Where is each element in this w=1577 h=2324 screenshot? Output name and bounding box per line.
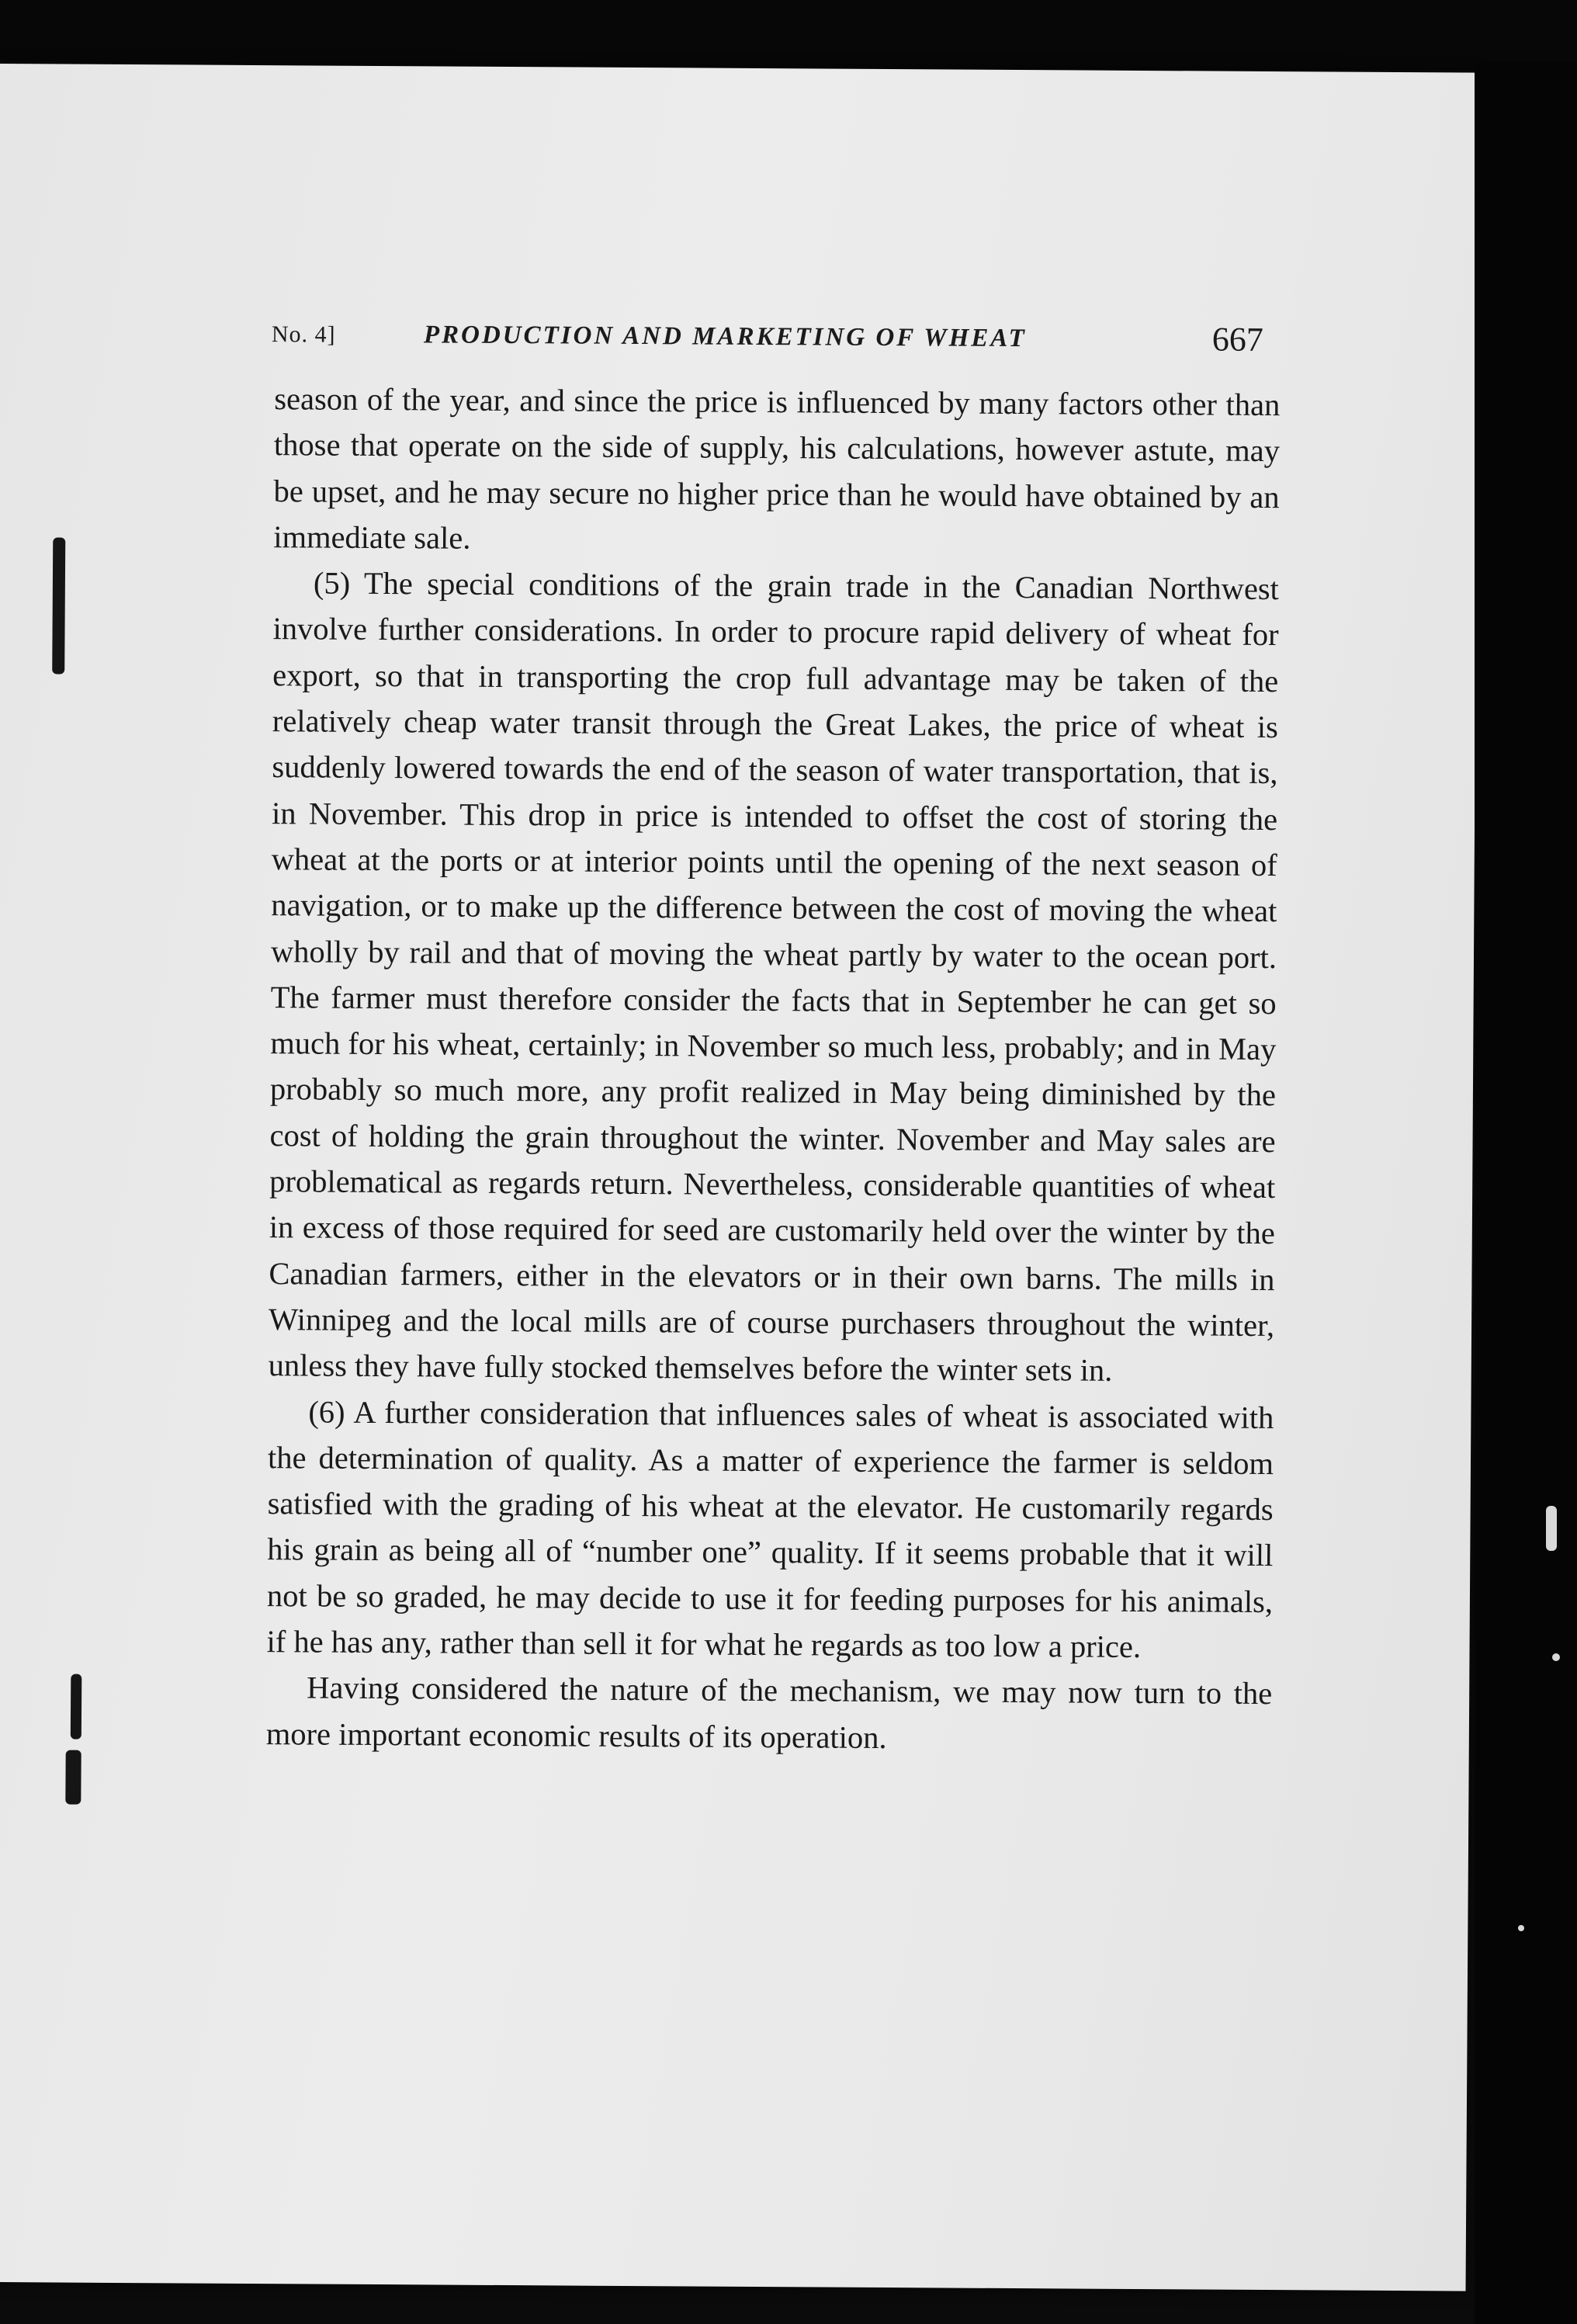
scan-top-border [0, 0, 1577, 70]
binding-mark-lower-2 [65, 1750, 81, 1805]
paragraph-conclusion: Having considered the nature of the mechanism, we may now turn to the more important economic results of its operation. [265, 1670, 1273, 1755]
page-number: 667 [1211, 320, 1264, 359]
running-header [272, 310, 1273, 363]
dust-speck [1552, 1653, 1560, 1661]
body-text [266, 376, 1281, 1763]
issue-number: No. 4] [271, 321, 336, 348]
book-page [0, 64, 1479, 2291]
dust-speck [1546, 1506, 1557, 1551]
paragraph-continuation: season of the year, and since the price is influenced by many factors other than those that operate on the side of supply, his calculations, however astute, may be upset, and he may secure no higher price than he would have obtained by an immediate sale. [273, 381, 1281, 556]
binding-mark-lower-1 [71, 1674, 82, 1740]
paragraph-6: (6) A further consideration that influences sales of wheat is associated with the determination of quality. As a matter of experience the farmer is seldom satisfied with the grading of his wheat at the elevator. He customarily regards his grain as being all of “number one” quality. If it seems probable that it will not be so graded, he may decide to use it for feeding purposes for his animals, if he has any, rather than sell it for what he regards as too low a price. [266, 1393, 1274, 1665]
scan-right-border [1475, 62, 1577, 2324]
binding-mark-upper [52, 537, 65, 674]
paragraph-5: (5) The special conditions of the grain trade in the Canadian Northwest involve further considerations. In order to procure rapid delivery of wheat for export, so that in transporting the crop full advantage may be taken of the relatively cheap water transit through the Great Lakes, the price of wheat is suddenly lowered towards the end of the season of water transportation, that is, in November. This drop in price is intended to offset the cost of storing the wheat at the ports or at interior points until the opening of the next season of navigation, or to make up the difference between the cost of moving the wheat wholly by rail and that of moving the wheat partly by water to the ocean port. The farmer must therefore consider the facts that in September he can get so much for his wheat, certainly; in November so much less, probably; and in May probably so much more, any profit realized in May being diminished by the cost of holding the grain throughout the winter. November and May sales are problematical as regards return. Nevertheless, considerable quantities of wheat in excess of those required for seed are customarily held over the winter by the Canadian farmers, either in the elevators or in their own barns. The mills in Winnipeg and the local mills are of course purchasers throughout the winter, unless they have fully stocked themselves before the winter sets in. [268, 565, 1280, 1389]
running-title: PRODUCTION AND MARKETING OF WHEAT [423, 321, 1027, 353]
dust-speck [1518, 1925, 1524, 1931]
